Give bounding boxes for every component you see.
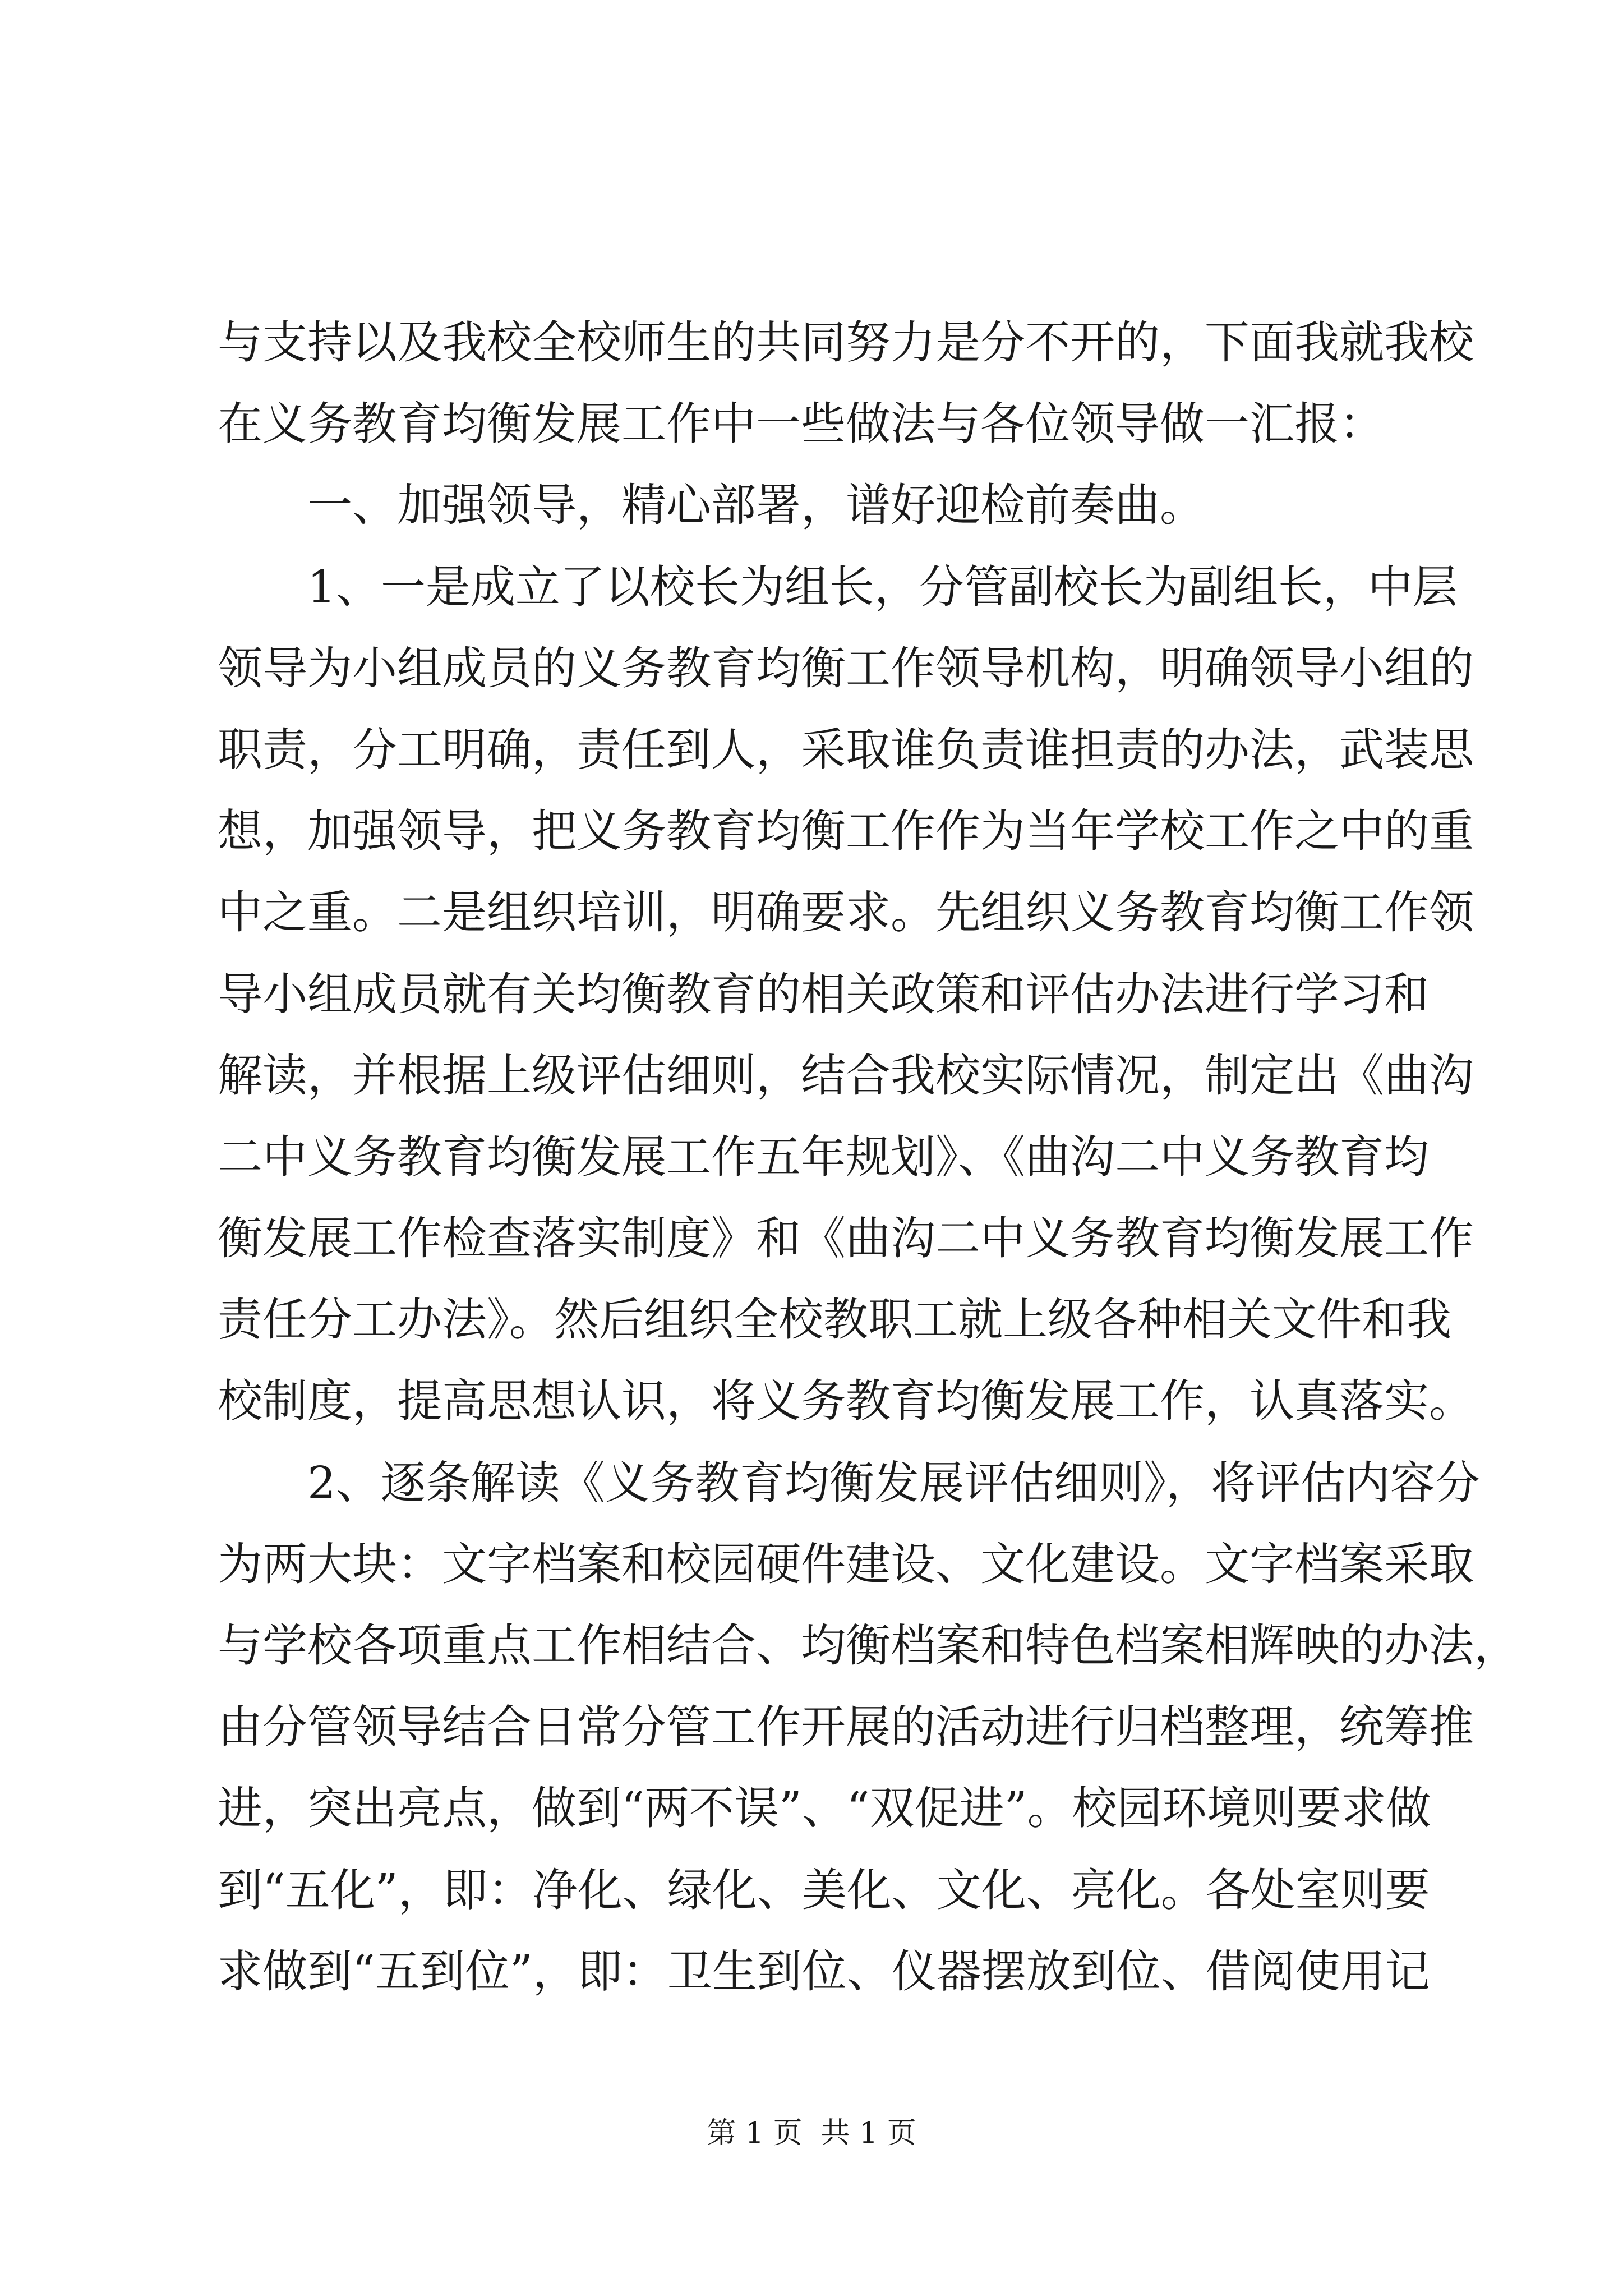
- text-line: 领导为小组成员的义务教育均衡工作领导机构，明确领导小组的: [218, 642, 1474, 694]
- text-line: 1、一是成立了以校长为组长，分管副校长为副组长，中层: [307, 560, 1458, 613]
- text-line: 在义务教育均衡发展工作中一些做法与各位领导做一汇报：: [218, 398, 1384, 450]
- section-heading: 一、加强领导，精心部署，谱好迎检前奏曲。: [307, 479, 1205, 532]
- text-line: 进，突出亮点，做到“两不误”、“双促进”。校园环境则要求做: [218, 1782, 1431, 1835]
- page-number-footer: 第 1 页 共 1 页: [707, 2116, 916, 2150]
- text-line: 到“五化”，即：净化、绿化、美化、文化、亮化。各处室则要: [218, 1864, 1430, 1916]
- text-line: 衡发展工作检查落实制度》和《曲沟二中义务教育均衡发展工作: [218, 1212, 1474, 1265]
- text-line: 2、逐条解读《义务教育均衡发展评估细则》，将评估内容分: [307, 1456, 1480, 1509]
- text-line: 想，加强领导，把义务教育均衡工作作为当年学校工作之中的重: [218, 805, 1474, 858]
- text-line: 中之重。二是组织培训，明确要求。先组织义务教育均衡工作领: [218, 886, 1474, 939]
- text-line: 求做到“五到位”，即：卫生到位、仪器摆放到位、借阅使用记: [218, 1945, 1430, 1998]
- text-line: 与支持以及我校全校师生的共同努力是分不开的，下面我就我校: [218, 316, 1474, 369]
- text-line: 责任分工办法》。然后组织全校教职工就上级各种相关文件和我: [218, 1294, 1451, 1346]
- text-line: 二中义务教育均衡发展工作五年规划》、《曲沟二中义务教育均: [218, 1130, 1429, 1183]
- text-line: 导小组成员就有关均衡教育的相关政策和评估办法进行学习和: [218, 968, 1429, 1020]
- text-line: 由分管领导结合日常分管工作开展的活动进行归档整理，统筹推: [218, 1701, 1474, 1754]
- text-line: 解读，并根据上级评估细则，结合我校实际情况，制定出《曲沟: [218, 1049, 1474, 1102]
- text-line: 校制度，提高思想认识，将义务教育均衡发展工作，认真落实。: [218, 1375, 1474, 1428]
- text-line: 职责，分工明确，责任到人，采取谁负责谁担责的办法，武装思: [218, 723, 1474, 776]
- text-line: 为两大块：文字档案和校园硬件建设、文化建设。文字档案采取: [218, 1538, 1474, 1590]
- text-line: 与学校各项重点工作相结合、均衡档案和特色档案相辉映的办法，: [218, 1619, 1519, 1672]
- document-body: [218, 302, 1519, 2012]
